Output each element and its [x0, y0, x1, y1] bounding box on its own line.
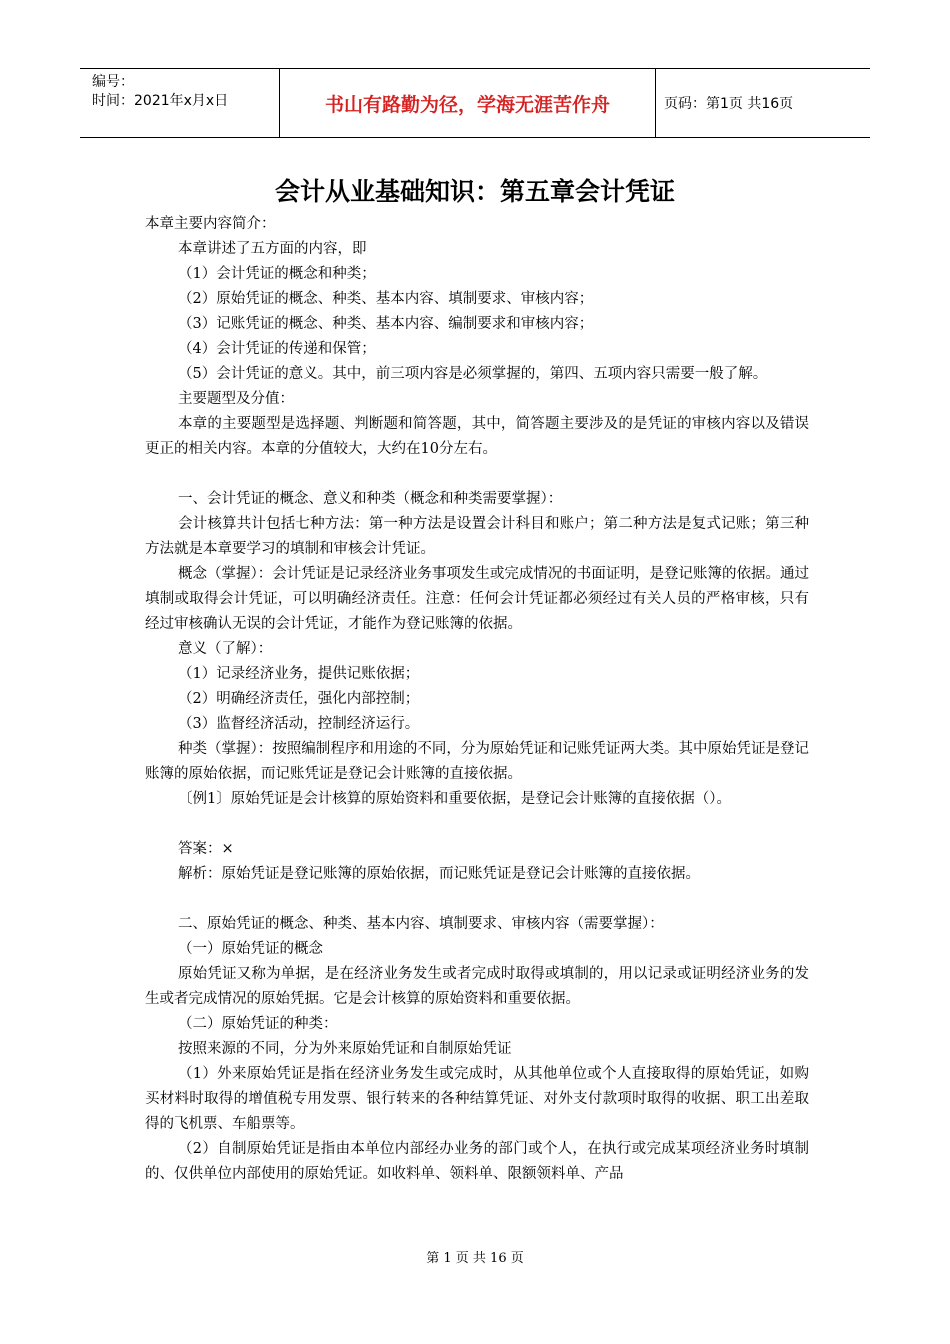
body-paragraph: （1）外来原始凭证是指在经济业务发生或完成时，从其他单位或个人直接取得的原始凭证，如购买材料时取得的增值税专用发票、银行转来的各种结算凭证、对外支付款项时取得的收据、职工出差取得的飞机票、车船票等。	[145, 1066, 809, 1132]
body-paragraph: 主要题型及分值：	[178, 391, 294, 407]
body-paragraph: （1）记录经济业务，提供记账依据；	[178, 666, 420, 682]
body-paragraph: （3）记账凭证的概念、种类、基本内容、编制要求和审核内容；	[178, 316, 594, 332]
paragraph-spacer	[145, 462, 809, 487]
paragraph-spacer	[145, 887, 809, 912]
body-paragraph: 本章主要内容简介：	[145, 216, 276, 232]
header-meta	[80, 69, 280, 137]
document-body	[145, 212, 809, 1187]
body-paragraph: 〔例1〕原始凭证是会计核算的原始资料和重要依据，是登记会计账簿的直接依据（）。	[178, 791, 731, 807]
document-number-label: 编号：	[92, 74, 134, 90]
body-paragraph: （5）会计凭证的意义。其中，前三项内容是必须掌握的，第四、五项内容只需要一般了解。	[178, 366, 768, 382]
body-paragraph: 本章讲述了五方面的内容，即	[178, 241, 367, 257]
body-paragraph: 答案：×	[178, 841, 234, 857]
body-paragraph: 原始凭证又称为单据，是在经济业务发生或者完成时取得或填制的，用以记录或证明经济业务的发生或者完成情况的原始凭据。它是会计核算的原始资料和重要依据。	[145, 966, 809, 1007]
body-paragraph: （1）会计凭证的概念和种类；	[178, 266, 376, 282]
header-page-count: 页码：第1页 共16页	[664, 96, 794, 112]
page-header	[80, 68, 870, 138]
body-paragraph: 意义（了解）：	[178, 641, 273, 657]
page-footer: 第 1 页 共 16 页	[426, 1251, 524, 1266]
body-paragraph: （2）明确经济责任，强化内部控制；	[178, 691, 420, 707]
body-paragraph: （4）会计凭证的传递和保管；	[178, 341, 376, 357]
body-paragraph: 种类（掌握）：按照编制程序和用途的不同，分为原始凭证和记账凭证两大类。其中原始凭证是登记账簿的原始依据，而记账凭证是登记会计账簿的直接依据。	[145, 741, 809, 782]
body-paragraph: （一）原始凭证的概念	[178, 941, 323, 957]
header-motto: 书山有路勤为径，学海无涯苦作舟	[280, 69, 656, 137]
body-paragraph: （3）监督经济活动，控制经济运行。	[178, 716, 420, 732]
body-paragraph: （2）原始凭证的概念、种类、基本内容、填制要求、审核内容；	[178, 291, 594, 307]
body-paragraph: 按照来源的不同，分为外来原始凭证和自制原始凭证	[178, 1041, 512, 1057]
body-paragraph: （二）原始凭证的种类：	[178, 1016, 338, 1032]
document-title: 会计从业基础知识：第五章会计凭证	[274, 177, 675, 206]
body-paragraph: 一、会计凭证的概念、意义和种类（概念和种类需要掌握）：	[178, 491, 563, 507]
body-paragraph: （2）自制原始凭证是指由本单位内部经办业务的部门或个人，在执行或完成某项经济业务时填制的、仅供单位内部使用的原始凭证。如收料单、领料单、限额领料单、产品	[145, 1141, 809, 1182]
body-paragraph: 本章的主要题型是选择题、判断题和简答题，其中，简答题主要涉及的是凭证的审核内容以及错误更正的相关内容。本章的分值较大，大约在10分左右。	[145, 416, 809, 457]
body-paragraph: 解析：原始凭证是登记账簿的原始依据，而记账凭证是登记会计账簿的直接依据。	[178, 866, 700, 882]
paragraph-spacer	[145, 812, 809, 837]
body-paragraph: 概念（掌握）：会计凭证是记录经济业务事项发生或完成情况的书面证明，是登记账簿的依据。通过填制或取得会计凭证，可以明确经济责任。注意：任何会计凭证都必须经过有关人员的严格审核，只有经过审核确认无误的会计凭证，才能作为登记账簿的依据。	[145, 566, 809, 632]
body-paragraph: 二、原始凭证的概念、种类、基本内容、填制要求、审核内容（需要掌握）：	[178, 916, 664, 932]
body-paragraph: 会计核算共计包括七种方法：第一种方法是设置会计科目和账户；第二种方法是复式记账；第三种方法就是本章要学习的填制和审核会计凭证。	[145, 516, 809, 557]
document-date-label: 时间：2021年x月x日	[92, 93, 229, 109]
